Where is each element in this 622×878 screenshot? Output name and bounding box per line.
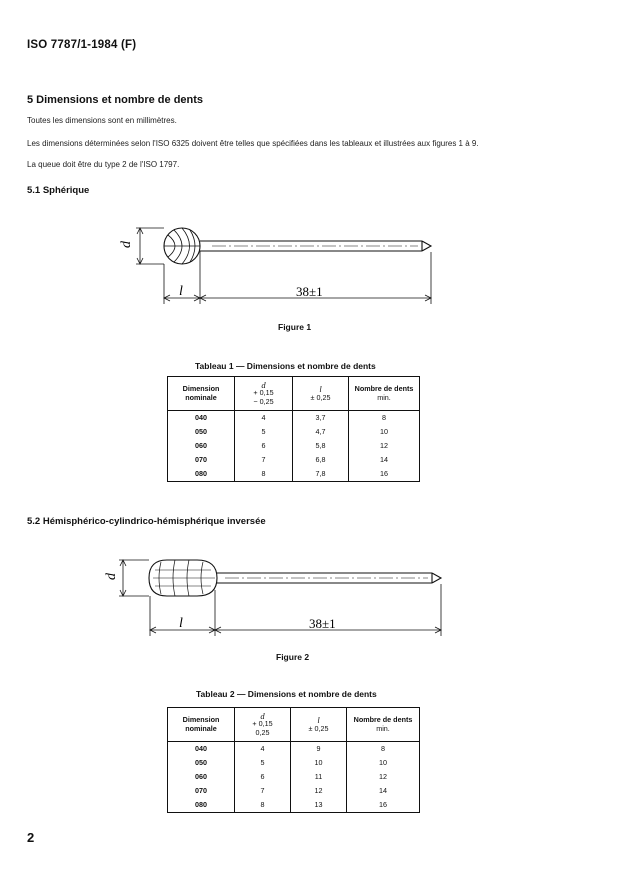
table-row: 080 8 13 16: [168, 798, 420, 813]
table-1-header-l: l ± 0,25: [293, 377, 349, 411]
table-2-header-d: d + 0,15 0,25: [235, 708, 291, 742]
table-2: [167, 707, 420, 813]
figure-1-drawing: [100, 218, 445, 308]
figure-2-dim-d: d: [104, 573, 119, 580]
table-row: 060 6 5,8 12: [168, 439, 420, 453]
table-1-header-d: d + 0,15 − 0,25: [235, 377, 293, 411]
figure-1-dim-d: d: [119, 241, 134, 248]
figure-2-caption: Figure 2: [276, 652, 310, 662]
section-5-paragraph-3: La queue doit être du type 2 de l'ISO 1797.: [27, 160, 180, 169]
table-2-caption: Tableau 2 — Dimensions et nombre de dents: [196, 689, 377, 699]
section-5-paragraph-2: Les dimensions déterminées selon l'ISO 6325 doivent être telles que spécifiées dans les tableaux et illustrées aux figures 1 à 9.: [27, 139, 479, 148]
table-row: 080 8 7,8 16: [168, 467, 420, 482]
table-row: 040 4 3,7 8: [168, 411, 420, 425]
table-1-header-teeth: Nombre de dents min.: [349, 377, 420, 411]
figure-1-dim-l: l: [179, 284, 183, 299]
table-1-caption: Tableau 1 — Dimensions et nombre de dents: [195, 361, 376, 371]
section-5-1-title: 5.1 Sphérique: [27, 185, 90, 196]
section-5-title: 5 Dimensions et nombre de dents: [27, 94, 204, 106]
table-2-header-teeth: Nombre de dents min.: [347, 708, 420, 742]
table-row: 060 6 11 12: [168, 770, 420, 784]
page-number: 2: [27, 830, 35, 845]
document-header: ISO 7787/1-1984 (F): [27, 39, 137, 51]
section-5-paragraph-1: Toutes les dimensions sont en millimètres.: [27, 116, 177, 125]
figure-2-dim-length: 38±1: [309, 616, 336, 631]
figure-2-dim-l: l: [179, 616, 183, 631]
table-row: 050 5 10 10: [168, 756, 420, 770]
table-row: 040 4 9 8: [168, 742, 420, 756]
table-2-header-dimension: Dimension nominale: [168, 708, 235, 742]
table-2-header-l: l ± 0,25: [291, 708, 347, 742]
figure-1-caption: Figure 1: [278, 322, 312, 332]
figure-1-dim-length: 38±1: [296, 284, 323, 299]
figure-2-drawing: [95, 550, 450, 640]
section-5-2-title: 5.2 Hémisphérico-cylindrico-hémisphérique inversée: [27, 516, 266, 527]
table-row: 050 5 4,7 10: [168, 425, 420, 439]
table-row: 070 7 12 14: [168, 784, 420, 798]
table-row: 070 7 6,8 14: [168, 453, 420, 467]
table-1: [167, 376, 420, 482]
table-1-header-dimension: Dimension nominale: [168, 377, 235, 411]
